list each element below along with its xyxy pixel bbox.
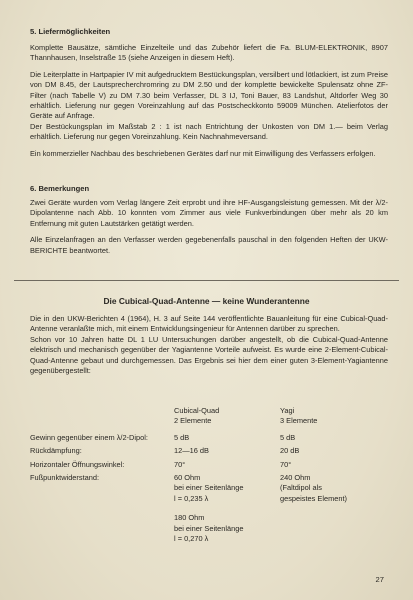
table-row-impedance: Fußpunktwiderstand: 60 Ohm bei einer Seitenlänge l = 0,235 λ 180 Ohm bei einer Seitenlänge l = 0,270 λ 240 Ohm (Faltdipol als gespeistes Element) xyxy=(30,473,388,544)
paragraph: Komplette Bausätze, sämtliche Einzelteile und das Zubehör liefert die Fa. BLUM-ELEKTRONIK, 8907 Thannhausen, Inselstraße 15 (siehe Anzeigen in diesem Heft). xyxy=(30,43,388,63)
table-row: Rückdämpfung: 12—16 dB 20 dB xyxy=(30,446,300,456)
table-row: Horizontaler Öffnungswinkel: 70° 70° xyxy=(30,459,292,469)
article-intro xyxy=(30,314,388,376)
article-title: Die Cubical-Quad-Antenne — keine Wunderantenne xyxy=(103,296,310,306)
header-label xyxy=(30,406,174,427)
page-number: 27 xyxy=(375,575,384,584)
section-divider xyxy=(14,280,399,281)
impedance-cubical-quad: 60 Ohm bei einer Seitenlänge l = 0,235 λ 180 Ohm bei einer Seitenlänge l = 0,270 λ xyxy=(174,473,244,544)
paragraph: Der Bestückungsplan im Maßstab 2 : 1 ist nach Entrichtung der Unkosten von DM 1.— beim Verlag erhältlich. Lieferung nur gegen Voreinzahlung. Kein Nachnahmeversand. xyxy=(30,121,388,142)
comparison-table xyxy=(30,406,388,544)
paragraph: Die Leiterplatte in Hartpapier IV mit aufgedrucktem Bestückungsplan, versilbert und lötlackiert, ist zum Preise von DM 8.45, der Lautsprecherchromring zu DM 2.50 und der komplette bewickelte Spulensatz ohne ZF-Filter (nach Tabelle V) zu DM 7.30 beim Verfasser, DL 3 IJ, Toni Bauer, 83 Landshut, Altdorfer Weg 30 erhältlich. Lieferung nur gegen Voreinzahlung auf das Postscheckkonto 59009 München. Atelierfotos der Geräte auf Anfrage. xyxy=(30,69,388,121)
paragraph: Zwei Geräte wurden vom Verlag längere Zeit erprobt und ihre HF-Ausgangsleistung gemessen. Mit der λ/2-Dipolantenne nach Abb. 10 konnten vom Zimmer aus viele Funkverbindungen über mehr als 20 km Entfernung mit guten Lautstärken getätigt werden. xyxy=(30,198,388,228)
paragraph: Alle Einzelanfragen an den Verfasser werden gegebenenfalls pauschal in den folgenden Heften der UKW-BERICHTE beantwortet. xyxy=(30,235,388,255)
header-cubical-quad: Cubical-Quad 2 Elemente xyxy=(174,406,220,426)
paragraph: Schon vor 10 Jahren hatte DL 1 LU Untersuchungen darüber angestellt, ob die Cubical-Quad-Antenne elektrisch und mechanisch gegenüber der Yagiantenne Vorteile aufweist. Es wurde eine 2-Element-Cubical-Quad-Antenne gebaut und durchgemessen. Das Ergebnis sei hier dem einer guten 3-Element-Yagiantenne gegenübergestellt: xyxy=(30,334,388,376)
paragraph: Ein kommerzieller Nachbau des beschriebenen Gerätes darf nur mit Einwilligung des Verfassers erfolgen. xyxy=(30,148,376,158)
table-row: Gewinn gegenüber einem λ/2-Dipol: 5 dB 5 dB xyxy=(30,432,296,442)
table-header-row xyxy=(30,406,388,427)
impedance-yagi: 240 Ohm (Faltdipol als gespeistes Element) xyxy=(280,473,347,503)
section-liefermoeglichkeiten xyxy=(30,27,388,159)
section-heading: 5. Liefermöglichkeiten xyxy=(30,27,111,36)
paragraph: Die in den UKW-Berichten 4 (1964), H. 3 auf Seite 144 veröffentlichte Bauanleitung für eine Cubical-Quad-Antenne veranlaßte mich, mit einem Entwicklungsingenieur für Antennen darüber zu sprechen. xyxy=(30,314,388,334)
section-bemerkungen xyxy=(30,184,388,256)
section-heading: 6. Bemerkungen xyxy=(30,184,90,193)
header-yagi: Yagi 3 Elemente xyxy=(280,406,318,426)
